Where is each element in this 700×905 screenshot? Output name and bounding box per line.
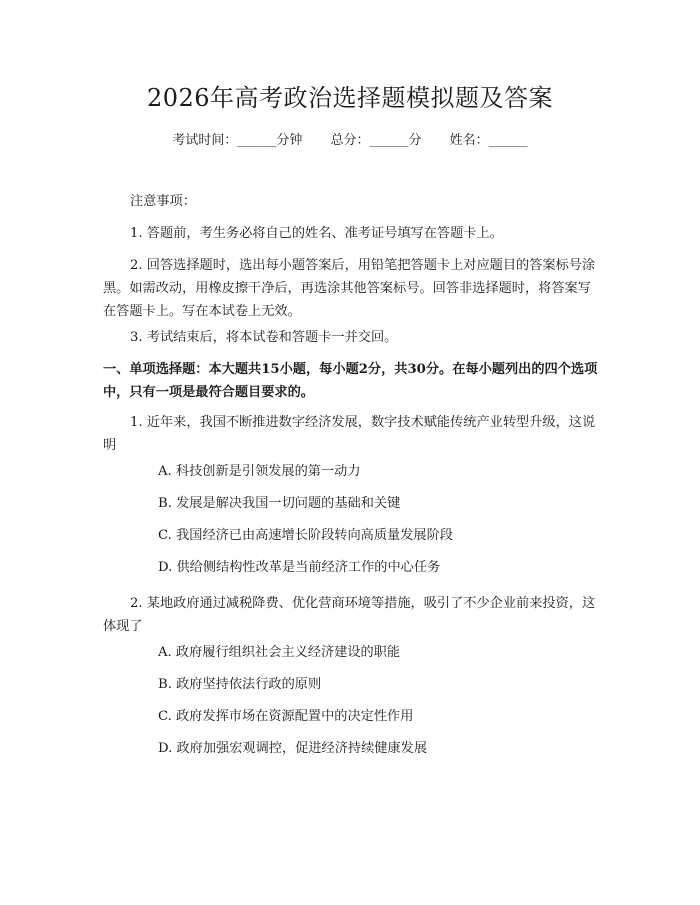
question-1-option-b: B. 发展是解决我国一切问题的基础和关键 bbox=[158, 496, 401, 511]
page-title: 2026年高考政治选择题模拟题及答案 bbox=[146, 84, 554, 112]
question-2-stem: 2. 某地政府通过减税降费、优化营商环境等措施，吸引了不少企业前来投资，这体现了 bbox=[103, 596, 596, 634]
question-1-option-c: C. 我国经济已由高速增长阶段转向高质量发展阶段 bbox=[158, 528, 453, 543]
question-2-option-b: B. 政府坚持依法行政的原则 bbox=[158, 677, 322, 692]
question-2-option-d: D. 政府加强宏观调控，促进经济持续健康发展 bbox=[158, 741, 428, 756]
student-name-field: 姓名：______ bbox=[449, 133, 528, 148]
exam-time-field: 考试时间：______分钟 bbox=[172, 133, 303, 148]
total-score-field: 总分：______分 bbox=[330, 133, 422, 148]
question-1-option-a: A. 科技创新是引领发展的第一动力 bbox=[158, 464, 361, 479]
question-1-option-d: D. 供给侧结构性改革是当前经济工作的中心任务 bbox=[158, 560, 441, 575]
exam-meta-line bbox=[0, 131, 700, 151]
notice-item-2: 2. 回答选择题时，选出每小题答案后，用铅笔把答题卡上对应题目的答案标号涂黑。如需改动，用橡皮擦干净后，再选涂其他答案标号。回答非选择题时，将答案写在答题卡上。写在本试卷上无效。 bbox=[103, 258, 596, 319]
question-2-option-a: A. 政府履行组织社会主义经济建设的职能 bbox=[158, 645, 401, 660]
notice-item-1: 1. 答题前，考生务必将自己的姓名、准考证号填写在答题卡上。 bbox=[130, 226, 503, 241]
question-2-option-c: C. 政府发挥市场在资源配置中的决定性作用 bbox=[158, 709, 414, 724]
section-heading: 一、单项选择题：本大题共15小题，每小题2分，共30分。在每小题列出的四个选项中，只有一项是最符合题目要求的。 bbox=[103, 362, 598, 400]
question-1-stem: 1. 近年来，我国不断推进数字经济发展，数字技术赋能传统产业转型升级，这说明 bbox=[103, 415, 596, 453]
notice-heading: 注意事项： bbox=[130, 194, 196, 209]
notice-item-3: 3. 考试结束后，将本试卷和答题卡一并交回。 bbox=[130, 330, 398, 345]
